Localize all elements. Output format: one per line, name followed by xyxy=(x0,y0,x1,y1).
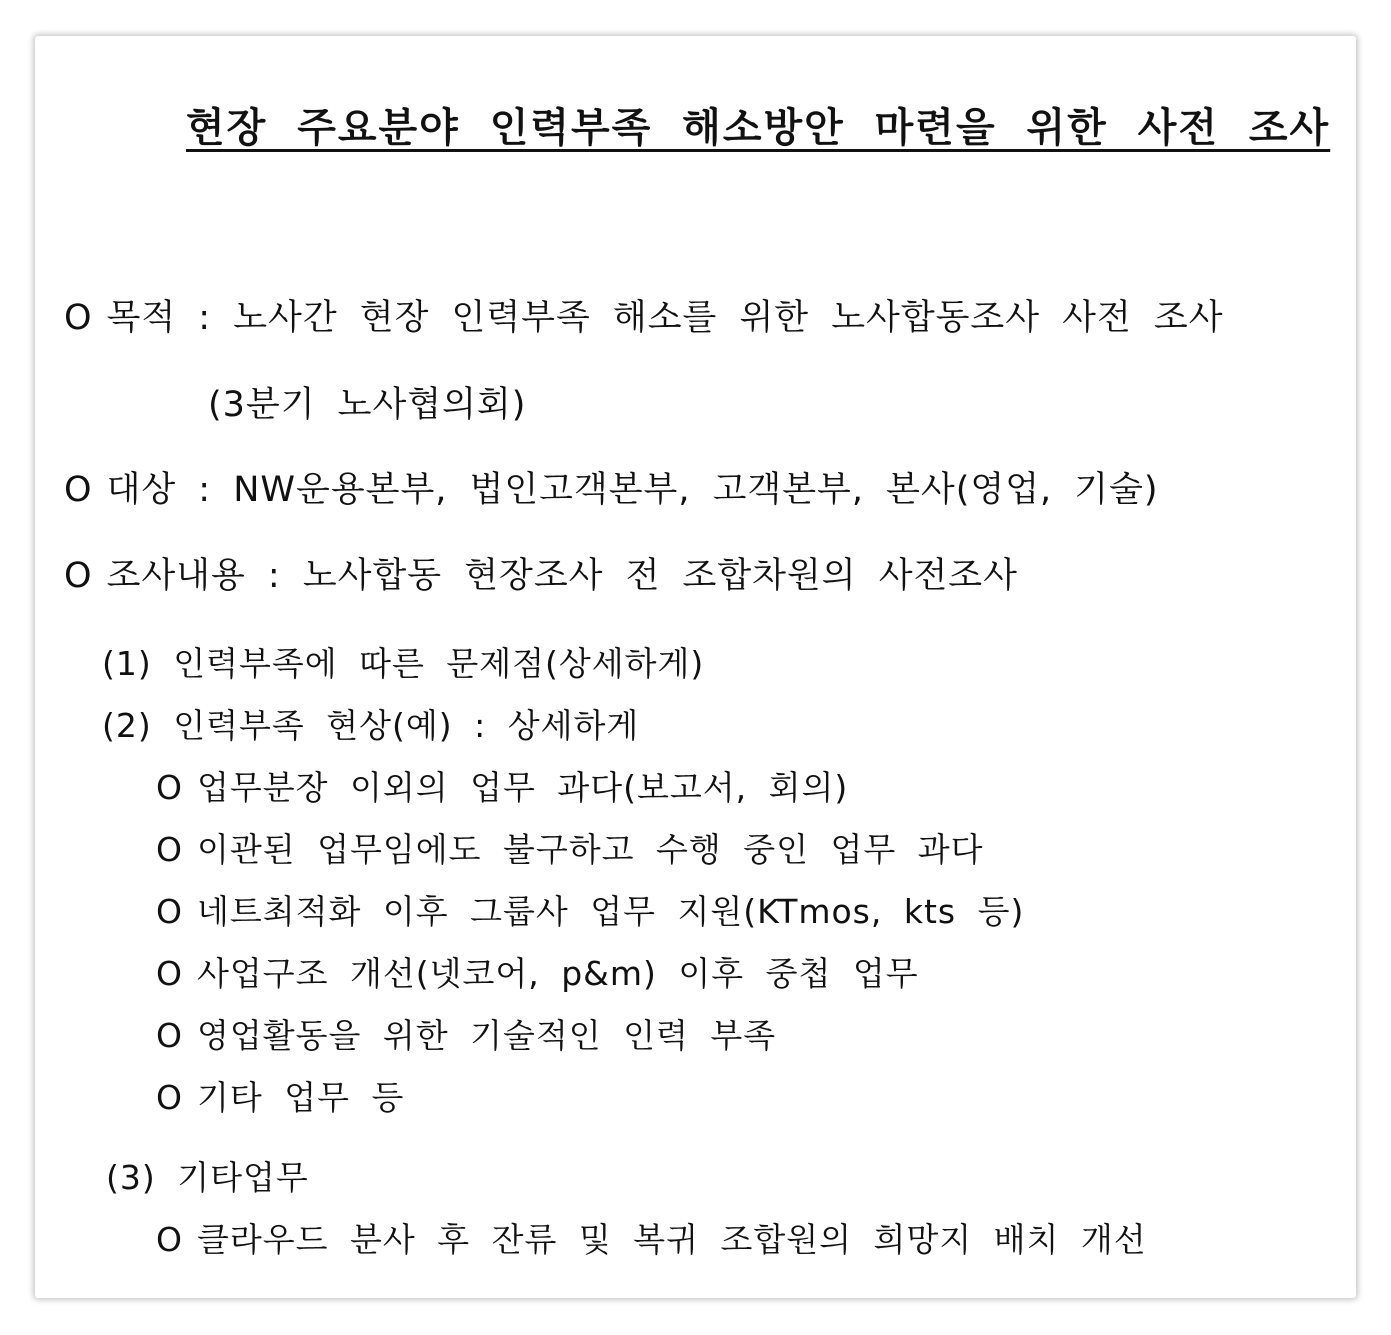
purpose-note: (3분기 노사협의회) xyxy=(208,385,527,425)
item-2-sub-6 xyxy=(156,1076,404,1120)
document-title: 현장 주요분야 인력부족 해소방안 마련을 위한 사전 조사 xyxy=(186,105,1331,151)
bullet-marker: O xyxy=(156,892,183,931)
bullet-marker: O xyxy=(64,298,93,338)
bullet-marker: O xyxy=(156,954,183,993)
content-line xyxy=(64,554,1018,598)
item-2-sub-1 xyxy=(156,766,848,810)
sub-text: 이관된 업무임에도 불구하고 수행 중인 업무 과다 xyxy=(196,830,984,869)
item-2-sub-3 xyxy=(156,890,1024,934)
bullet-marker: O xyxy=(156,1078,183,1117)
item-1: (1) 인력부족에 따른 문제점(상세하게) xyxy=(102,644,705,683)
target-text: 대상 : NW운용본부, 법인고객본부, 고객본부, 본사(영업, 기술) xyxy=(106,470,1159,510)
sub-text: 업무분장 이외의 업무 과다(보고서, 회의) xyxy=(196,768,849,807)
bullet-marker: O xyxy=(156,768,183,807)
content-text: 조사내용 : 노사합동 현장조사 전 조합차원의 사전조사 xyxy=(106,556,1018,596)
target-line xyxy=(64,468,1159,512)
purpose-line xyxy=(64,296,1224,340)
purpose-text: 목적 : 노사간 현장 인력부족 해소를 위한 노사합동조사 사전 조사 xyxy=(106,298,1224,338)
item-2-sub-5 xyxy=(156,1014,776,1058)
bullet-marker: O xyxy=(64,556,93,596)
item-2: (2) 인력부족 현상(예) : 상세하게 xyxy=(102,706,640,745)
bullet-marker: O xyxy=(156,1016,183,1055)
bullet-marker: O xyxy=(156,830,183,869)
item-2-sub-4 xyxy=(156,952,919,996)
sub-text: 영업활동을 위한 기술적인 인력 부족 xyxy=(196,1016,777,1055)
sub-text: 사업구조 개선(넷코어, p&m) 이후 중첩 업무 xyxy=(196,954,919,993)
sub-text: 클라우드 분사 후 잔류 및 복귀 조합원의 희망지 배치 개선 xyxy=(196,1220,1147,1259)
item-3: (3) 기타업무 xyxy=(106,1158,309,1197)
bullet-marker: O xyxy=(64,470,93,510)
sub-text: 네트최적화 이후 그룹사 업무 지원(KTmos, kts 등) xyxy=(196,892,1025,931)
item-3-sub-1 xyxy=(156,1218,1147,1262)
bullet-marker: O xyxy=(156,1220,183,1259)
sub-text: 기타 업무 등 xyxy=(196,1078,405,1117)
item-2-sub-2 xyxy=(156,828,983,872)
